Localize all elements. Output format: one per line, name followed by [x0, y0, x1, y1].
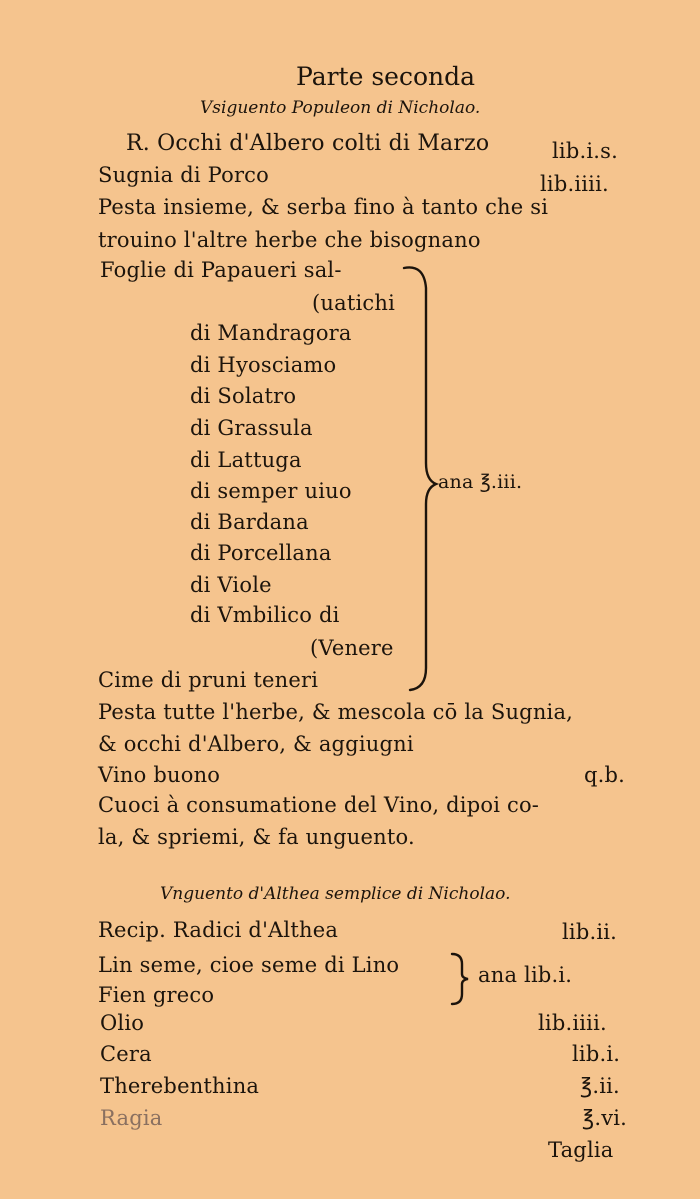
recipe2-amount: lib.iiii.: [538, 1011, 607, 1035]
herb-item: di Grassula: [190, 416, 313, 440]
recipe2-line: Recip. Radici d'Althea: [98, 918, 339, 942]
herb-item: (Venere: [310, 636, 394, 660]
herb-item: di Hyosciamo: [190, 353, 337, 377]
herb-item: di Vmbilico di: [190, 603, 340, 627]
herb-item: di Viole: [190, 573, 272, 597]
running-title: Parte seconda: [296, 62, 476, 91]
recipe2-amount: ℥.vi.: [582, 1106, 628, 1130]
brace-label: ana ℥.iii.: [438, 471, 523, 493]
recipe1-line: R. Occhi d'Albero colti di Marzo: [126, 131, 490, 156]
recipe1-line: Foglie di Papaueri sal-: [100, 258, 342, 282]
recipe1-line: Pesta tutte l'herbe, & mescola cō la Sugnia,: [98, 700, 574, 724]
recipe1-line: Pesta insieme, & serba fino à tanto che si: [98, 195, 549, 219]
recipe2-line: Cera: [100, 1042, 152, 1066]
recipe2-amount: lib.ii.: [562, 920, 618, 944]
recipe1-line: & occhi d'Albero, & aggiugni: [98, 732, 414, 756]
brace-label: ana lib.i.: [478, 963, 573, 987]
recipe2-amount: ℥.ii.: [580, 1074, 620, 1098]
recipe1-line: trouino l'altre herbe che bisognano: [98, 228, 481, 252]
herb-item: di Lattuga: [190, 448, 302, 472]
recipe1-line: la, & spriemi, & fa unguento.: [98, 825, 415, 849]
catchword: Taglia: [548, 1138, 614, 1162]
recipe1-line: Cime di pruni teneri: [98, 668, 319, 692]
recipe1-amount: q.b.: [584, 763, 626, 787]
herb-item: di Porcellana: [190, 541, 332, 565]
recipe2-line: Lin seme, cioe seme di Lino: [98, 953, 400, 977]
recipe2-line: Fien greco: [98, 983, 215, 1007]
herb-item: di semper uiuo: [190, 479, 352, 503]
recipe2-title: Vnguento d'Althea semplice di Nicholao.: [160, 884, 511, 904]
recipe1-line: (uatichi: [312, 291, 395, 315]
recipe1-line: Vino buono: [98, 763, 221, 787]
herb-item: di Mandragora: [190, 321, 352, 345]
recipe2-line: Therebenthina: [100, 1074, 260, 1098]
curly-brace-icon: [448, 950, 472, 1008]
herb-item: di Bardana: [190, 510, 309, 534]
recipe1-amount: lib.i.s.: [552, 139, 618, 163]
recipe2-line: Olio: [100, 1011, 145, 1035]
recipe2-line: Ragia: [100, 1106, 163, 1130]
herb-item: di Solatro: [190, 384, 297, 408]
recipe2-amount: lib.i.: [572, 1042, 621, 1066]
recipe1-line: Sugnia di Porco: [98, 163, 269, 187]
recipe1-line: Cuoci à consumatione del Vino, dipoi co-: [98, 793, 540, 817]
recipe1-amount: lib.iiii.: [540, 172, 609, 196]
recipe1-title: Vsiguento Populeon di Nicholao.: [200, 98, 481, 118]
